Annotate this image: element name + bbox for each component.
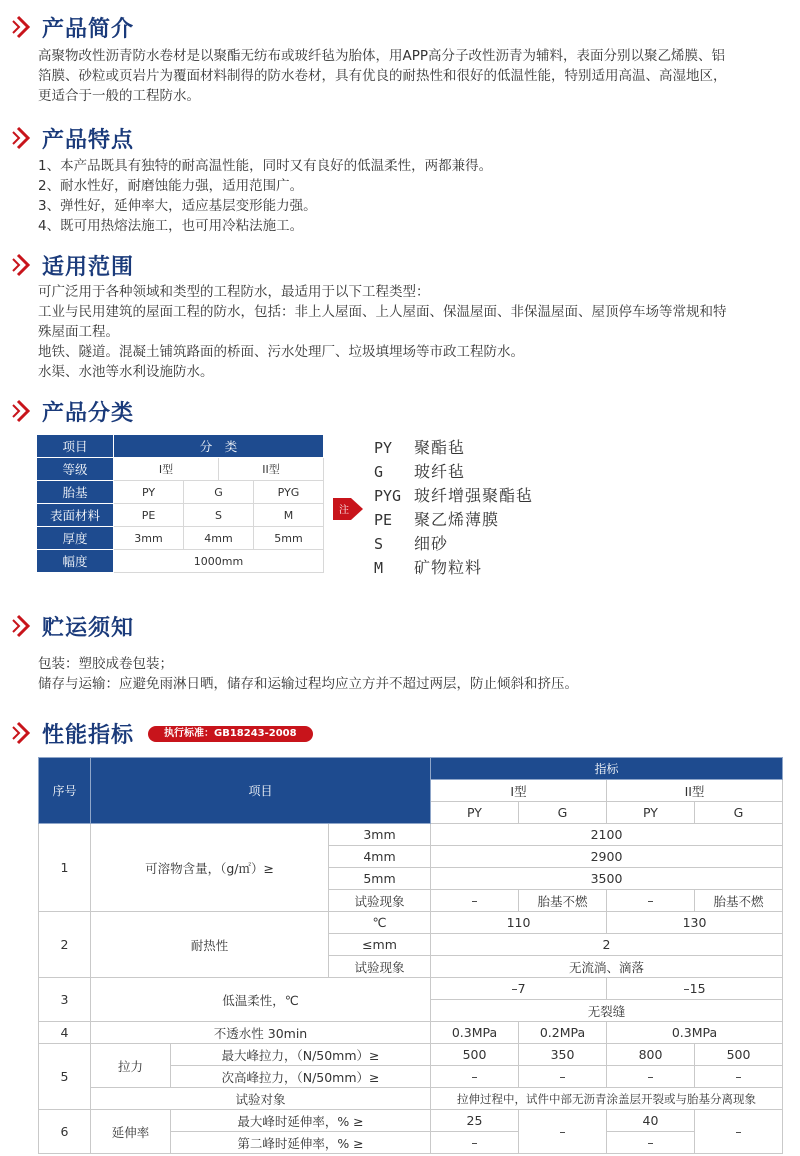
- header-item: 项目: [91, 758, 431, 824]
- scope-heading: [10, 250, 134, 280]
- table-row: [39, 1022, 783, 1044]
- row-no: 4: [39, 1022, 91, 1044]
- table-cell: 3mm: [114, 527, 184, 550]
- header-py: PY: [607, 802, 695, 824]
- scope-line: 地铁、隧道。混凝土铺筑路面的桥面、污水处理厂、垃圾填埋场等市政工程防水。: [38, 344, 524, 360]
- row-sub: ℃: [329, 912, 431, 934]
- header-class: 分 类: [114, 435, 324, 458]
- legend-item: [374, 460, 533, 484]
- table-row: [39, 1044, 783, 1066]
- classification-table: [36, 434, 324, 573]
- row-sub: 最大峰时延伸率，% ≥: [171, 1110, 431, 1132]
- row-item: 延伸率: [91, 1110, 171, 1154]
- chevron-right-icon: [10, 612, 38, 640]
- classification-heading: [10, 396, 134, 426]
- table-cell: II型: [219, 458, 324, 481]
- note-arrow-icon: [333, 498, 363, 520]
- table-row: [39, 1110, 783, 1132]
- intro-line: 箔膜、砂粒或页岩片为覆面材料制得的防水卷材，具有优良的耐热性和很好的低温性能，特别适用高温、高湿地区，: [38, 68, 727, 84]
- legend-code: PE: [374, 511, 393, 529]
- legend-code: S: [374, 535, 384, 553]
- row-value: –: [607, 890, 695, 912]
- row-sub: 试验现象: [329, 956, 431, 978]
- row-value: –: [695, 1110, 783, 1154]
- row-value: 0.2MPa: [519, 1022, 607, 1044]
- table-row: [39, 912, 783, 934]
- table-cell: PE: [114, 504, 184, 527]
- row-sub: 第二峰时延伸率，% ≥: [171, 1132, 431, 1154]
- scope-line: 工业与民用建筑的屋面工程的防水，包括：非上人屋面、上人屋面、保温屋面、非保温屋面、屋顶停车场等常规和特: [38, 304, 727, 320]
- row-value: 3500: [431, 868, 783, 890]
- row-sub: 4mm: [329, 846, 431, 868]
- row-label: 等级: [37, 458, 114, 481]
- row-value: 40: [607, 1110, 695, 1132]
- section-title: 性能指标: [42, 722, 135, 748]
- row-sub: 试验对象: [91, 1088, 431, 1110]
- storage-line: 包装：塑胶成卷包装；: [38, 656, 173, 672]
- feature-line: 2、耐水性好，耐磨蚀能力强，适用范围广。: [38, 178, 304, 194]
- row-value: 2900: [431, 846, 783, 868]
- legend-desc: 矿物粒料: [414, 558, 483, 577]
- row-label: 表面材料: [37, 504, 114, 527]
- row-value: –: [519, 1110, 607, 1154]
- row-label: 幅度: [37, 550, 114, 573]
- legend-code: M: [374, 559, 384, 577]
- chevron-right-icon: [10, 124, 38, 152]
- row-no: 6: [39, 1110, 91, 1154]
- table-cell: 5mm: [254, 527, 324, 550]
- table-cell: I型: [114, 458, 219, 481]
- row-value: –: [431, 1132, 519, 1154]
- header-type1: I型: [431, 780, 607, 802]
- legend-code: G: [374, 463, 384, 481]
- scope-line: 可广泛用于各种领域和类型的工程防水，最适用于以下工程类型：: [38, 284, 430, 300]
- row-label: 厚度: [37, 527, 114, 550]
- feature-line: 3、弹性好，延伸率大，适应基层变形能力强。: [38, 198, 317, 214]
- legend-item: [374, 532, 533, 556]
- chevron-right-icon: [10, 13, 38, 41]
- row-item: 低温柔性，℃: [91, 978, 431, 1022]
- row-value: 0.3MPa: [607, 1022, 783, 1044]
- row-value: –15: [607, 978, 783, 1000]
- header-g: G: [519, 802, 607, 824]
- chevron-right-icon: [10, 251, 38, 279]
- row-item: 耐热性: [91, 912, 329, 978]
- storage-text: [38, 654, 790, 694]
- feature-line: 1、本产品既具有独特的耐高温性能，同时又有良好的低温柔性，两都兼得。: [38, 158, 493, 174]
- features-text: [38, 156, 790, 236]
- note-label: 注: [339, 505, 349, 516]
- intro-heading: [10, 12, 134, 42]
- table-cell: M: [254, 504, 324, 527]
- legend-desc: 聚乙烯薄膜: [414, 510, 500, 529]
- row-value: –: [519, 1066, 607, 1088]
- legend-item: [374, 508, 533, 532]
- row-value: 2100: [431, 824, 783, 846]
- chevron-right-icon: [10, 397, 38, 425]
- row-item: 不透水性 30min: [91, 1022, 431, 1044]
- row-no: 3: [39, 978, 91, 1022]
- intro-line: 更适合于一般的工程防水。: [38, 88, 200, 104]
- scope-line: 水渠、水池等水利设施防水。: [38, 364, 214, 380]
- header-item: 项目: [37, 435, 114, 458]
- legend-code: PY: [374, 439, 393, 457]
- classification-legend: [374, 436, 533, 580]
- performance-table: [38, 757, 783, 1154]
- legend-desc: 玻纤毡: [414, 462, 466, 481]
- row-value: 800: [607, 1044, 695, 1066]
- row-value: 无流淌、滴落: [431, 956, 783, 978]
- section-title: 产品简介: [42, 16, 135, 42]
- row-sub: 5mm: [329, 868, 431, 890]
- header-index: 指标: [431, 758, 783, 780]
- header-py: PY: [431, 802, 519, 824]
- table-cell: 1000mm: [114, 550, 324, 573]
- row-no: 5: [39, 1044, 91, 1110]
- legend-code: PYG: [374, 487, 402, 505]
- row-value: 500: [695, 1044, 783, 1066]
- row-sub: 次高峰拉力，（N/50mm）≥: [171, 1066, 431, 1088]
- row-value: 500: [431, 1044, 519, 1066]
- row-sub: 试验现象: [329, 890, 431, 912]
- table-cell: PY: [114, 481, 184, 504]
- storage-heading: [10, 611, 134, 641]
- table-cell: G: [184, 481, 254, 504]
- header-g: G: [695, 802, 783, 824]
- row-sub: 最大峰拉力，（N/50mm）≥: [171, 1044, 431, 1066]
- legend-desc: 细砂: [414, 534, 449, 553]
- intro-text: [38, 46, 790, 106]
- row-no: 2: [39, 912, 91, 978]
- scope-line: 殊屋面工程。: [38, 324, 119, 340]
- legend-desc: 玻纤增强聚酯毡: [414, 486, 534, 505]
- row-value: 2: [431, 934, 783, 956]
- row-value: 110: [431, 912, 607, 934]
- row-value: –: [695, 1066, 783, 1088]
- header-no: 序号: [39, 758, 91, 824]
- table-cell: 4mm: [184, 527, 254, 550]
- section-title: 适用范围: [42, 254, 135, 280]
- row-value: 胎基不燃: [519, 890, 607, 912]
- header-type2: II型: [607, 780, 783, 802]
- table-row: [39, 824, 783, 846]
- row-value: –: [607, 1132, 695, 1154]
- table-cell: PYG: [254, 481, 324, 504]
- features-heading: [10, 123, 134, 153]
- legend-item: [374, 436, 533, 460]
- performance-heading: [10, 718, 134, 748]
- row-sub: ≤mm: [329, 934, 431, 956]
- row-value: –: [431, 1066, 519, 1088]
- row-value: 无裂缝: [431, 1000, 783, 1022]
- row-value: –: [607, 1066, 695, 1088]
- legend-item: [374, 484, 533, 508]
- row-value: 130: [607, 912, 783, 934]
- table-cell: S: [184, 504, 254, 527]
- row-value: –7: [431, 978, 607, 1000]
- standard-badge: 执行标准：GB18243-2008: [148, 726, 313, 742]
- row-no: 1: [39, 824, 91, 912]
- legend-desc: 聚酯毡: [414, 438, 466, 457]
- row-item: 可溶物含量，（g/㎡）≥: [91, 824, 329, 912]
- row-value: 胎基不燃: [695, 890, 783, 912]
- row-item: 拉力: [91, 1044, 171, 1088]
- row-value: 25: [431, 1110, 519, 1132]
- row-sub: 3mm: [329, 824, 431, 846]
- scope-text: [38, 282, 790, 382]
- row-value: 0.3MPa: [431, 1022, 519, 1044]
- storage-line: 储存与运输：应避免雨淋日晒，储存和运输过程均应立方并不超过两层，防止倾斜和挤压。: [38, 676, 578, 692]
- row-label: 胎基: [37, 481, 114, 504]
- feature-line: 4、既可用热熔法施工，也可用冷粘法施工。: [38, 218, 304, 234]
- section-title: 产品分类: [42, 400, 135, 426]
- section-title: 贮运须知: [42, 615, 135, 641]
- intro-line: 高聚物改性沥青防水卷材是以聚酯无纺布或玻纤毡为胎体，用APP高分子改性沥青为辅料，表面分别以聚乙烯膜、铝: [38, 48, 726, 64]
- row-value: –: [431, 890, 519, 912]
- row-value: 350: [519, 1044, 607, 1066]
- section-title: 产品特点: [42, 127, 135, 153]
- chevron-right-icon: [10, 719, 38, 747]
- legend-item: [374, 556, 533, 580]
- table-row: [39, 978, 783, 1000]
- row-value: 拉伸过程中，试件中部无沥青涂盖层开裂或与胎基分离现象: [431, 1088, 783, 1110]
